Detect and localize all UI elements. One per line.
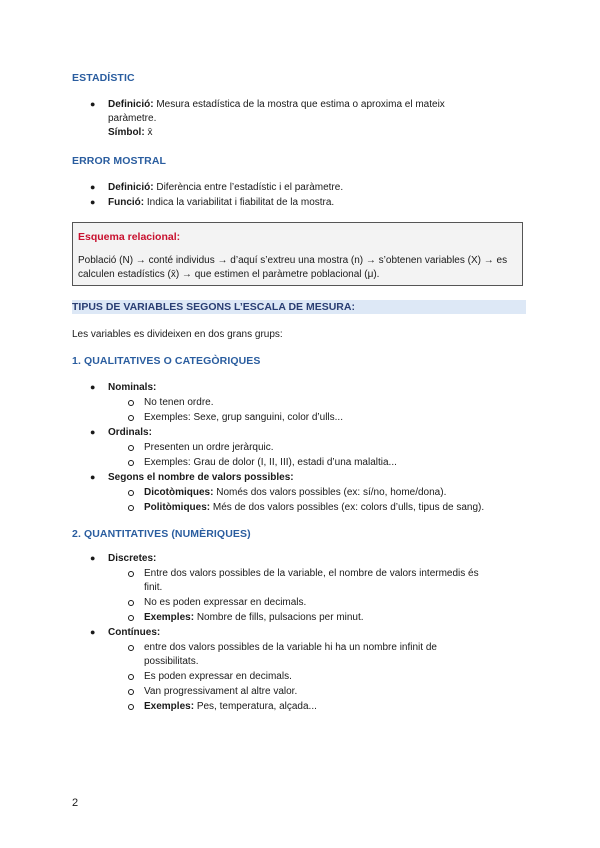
- bullet-dot: ●: [90, 197, 96, 207]
- nominals-label: [108, 381, 156, 394]
- function-text: Indica la variabilitat i fiabilitat de la mostra.: [146, 197, 335, 208]
- esquema-text: Població (N) → conté individus → d’aquí s’extreu una mostra (n) → s’obtenen variables (X) → es calculen estadístics (x̄) → que estimen el paràmetre poblacional (μ).: [78, 255, 508, 280]
- heading-qualitatives: 1. QUALITATIVES O CATEGÒRIQUES: [72, 355, 261, 367]
- bullet-dot: ●: [90, 553, 96, 563]
- page-number: 2: [72, 797, 79, 809]
- circle-bullet: [128, 674, 134, 680]
- bullet-dot: ●: [90, 472, 96, 482]
- discretes-label-text: Discretes:: [108, 553, 157, 564]
- politomiques-label: Politòmiques:: [144, 502, 211, 513]
- continues-item: Es poden expressar en decimals.: [144, 671, 292, 682]
- ordinals-item: Presenten un ordre jeràrquic.: [144, 442, 274, 453]
- continues-item-cont: possibilitats.: [144, 656, 199, 667]
- heading-estadistic: ESTADÍSTIC: [72, 72, 135, 84]
- bullet-dot: ●: [90, 627, 96, 637]
- circle-bullet: [128, 571, 134, 577]
- error-definition: [108, 181, 343, 194]
- politomiques-item: [144, 501, 484, 514]
- circle-bullet: [128, 490, 134, 496]
- dicotomiques-item: [144, 486, 446, 499]
- segons-label-text: Segons el nombre de valors possibles:: [108, 472, 294, 483]
- discretes-label: [108, 552, 156, 565]
- circle-bullet: [128, 615, 134, 621]
- continues-item: entre dos valors possibles de la variable hi ha un nombre infinit de: [144, 642, 437, 653]
- definition-label: Definició:: [108, 182, 154, 193]
- symbol-value: x̄: [147, 127, 153, 138]
- discretes-item: [144, 611, 364, 624]
- heading-quantitatives: 2. QUANTITATIVES (NUMÈRIQUES): [72, 528, 251, 540]
- heading-tipus-variables: TIPUS DE VARIABLES SEGONS L’ESCALA DE MESURA:: [72, 301, 355, 313]
- nominals-label-text: Nominals:: [108, 382, 157, 393]
- politomiques-text: Més de dos valors possibles (ex: colors d’ulls, tipus de sang).: [212, 502, 485, 513]
- segons-label: [108, 471, 294, 484]
- exemples-text: Nombre de fills, pulsacions per minut.: [196, 612, 364, 623]
- dicotomiques-text: Només dos valors possibles (ex: sí/no, home/dona).: [216, 487, 447, 498]
- exemples-text: Pes, temperatura, alçada...: [196, 701, 317, 712]
- ordinals-item: Exemples: Grau de dolor (I, II, III), estadi d’una malaltia...: [144, 457, 397, 468]
- circle-bullet: [128, 460, 134, 466]
- bullet-dot: ●: [90, 427, 96, 437]
- circle-bullet: [128, 600, 134, 606]
- dicotomiques-label: Dicotòmiques:: [144, 487, 214, 498]
- estadistic-definition: [108, 98, 445, 111]
- esquema-relacional-box: [72, 222, 523, 286]
- estadistic-symbol: [108, 126, 152, 139]
- nominals-item: Exemples: Sexe, grup sanguini, color d’ulls...: [144, 412, 343, 423]
- circle-bullet: [128, 645, 134, 651]
- continues-item: [144, 700, 317, 713]
- circle-bullet: [128, 689, 134, 695]
- continues-label: [108, 626, 160, 639]
- bullet-dot: ●: [90, 382, 96, 392]
- circle-bullet: [128, 505, 134, 511]
- circle-bullet: [128, 415, 134, 421]
- nominals-item: No tenen ordre.: [144, 397, 214, 408]
- definition-text: Mesura estadística de la mostra que estima o aproxima el mateix: [156, 99, 445, 110]
- discretes-item: Entre dos valors possibles de la variable, el nombre de valors intermedis és: [144, 568, 479, 579]
- continues-label-text: Contínues:: [108, 627, 161, 638]
- intro-text: Les variables es divideixen en dos grans grups:: [72, 329, 283, 340]
- discretes-item: No es poden expressar en decimals.: [144, 597, 307, 608]
- bullet-dot: ●: [90, 99, 96, 109]
- esquema-title: Esquema relacional:: [78, 231, 181, 243]
- bullet-dot: ●: [90, 182, 96, 192]
- section-band: [72, 300, 526, 314]
- heading-error-mostral: ERROR MOSTRAL: [72, 155, 167, 167]
- definition-text-cont: paràmetre.: [108, 113, 157, 124]
- ordinals-label-text: Ordinals:: [108, 427, 152, 438]
- function-label: Funció:: [108, 197, 145, 208]
- ordinals-label: [108, 426, 152, 439]
- continues-item: Van progressivament al altre valor.: [144, 686, 298, 697]
- discretes-item-cont: finit.: [144, 582, 163, 593]
- exemples-label: Exemples:: [144, 701, 195, 712]
- symbol-label: Símbol:: [108, 127, 145, 138]
- circle-bullet: [128, 704, 134, 710]
- circle-bullet: [128, 400, 134, 406]
- error-function: [108, 196, 334, 209]
- exemples-label: Exemples:: [144, 612, 195, 623]
- circle-bullet: [128, 445, 134, 451]
- definition-label: Definició:: [108, 99, 154, 110]
- definition-text: Diferència entre l’estadístic i el paràmetre.: [156, 182, 344, 193]
